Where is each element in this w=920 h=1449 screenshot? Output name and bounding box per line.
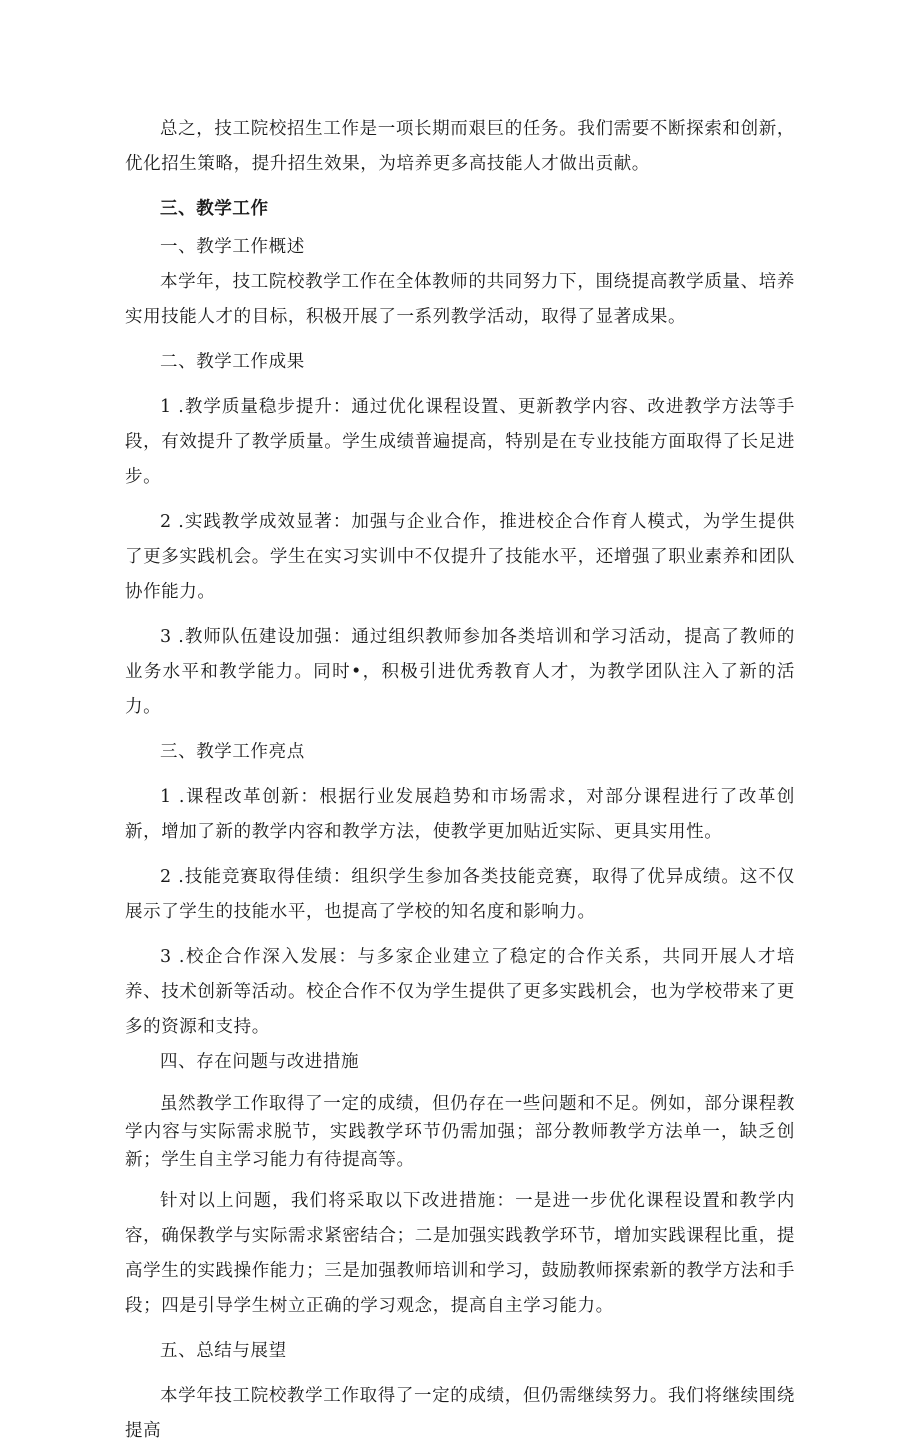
document-page bbox=[125, 112, 795, 1449]
highlight-item-1: 1 .课程改革创新：根据行业发展趋势和市场需求，对部分课程进行了改革创新，增加了新的教学内容和教学方法，使教学更加贴近实际、更具实用性。 bbox=[125, 787, 795, 842]
subheading-overview: 一、教学工作概述 bbox=[160, 237, 305, 257]
measures-paragraph: 针对以上问题，我们将采取以下改进措施：一是进一步优化课程设置和教学内容，确保教学与实际需求紧密结合；二是加强实践教学环节，增加实践课程比重，提高学生的实践操作能力；三是加强教师培训和学习，鼓励教师探索新的教学方法和手段；四是引导学生树立正确的学习观念，提高自主学习能力。 bbox=[125, 1191, 795, 1316]
subheading-results: 二、教学工作成果 bbox=[160, 352, 305, 372]
subheading-problems: 四、存在问题与改进措施 bbox=[160, 1052, 360, 1072]
summary-paragraph: 总之，技工院校招生工作是一项长期而艰巨的任务。我们需要不断探索和创新，优化招生策略，提升招生效果，为培养更多高技能人才做出贡献。 bbox=[125, 119, 795, 174]
highlight-item-3: 3 .校企合作深入发展：与多家企业建立了稳定的合作关系，共同开展人才培养、技术创新等活动。校企合作不仅为学生提供了更多实践机会，也为学校带来了更多的资源和支持。 bbox=[125, 947, 795, 1037]
outlook-paragraph: 本学年技工院校教学工作取得了一定的成绩，但仍需继续努力。我们将继续围绕提高 bbox=[125, 1386, 795, 1441]
result-item-3: 3 .教师队伍建设加强：通过组织教师参加各类培训和学习活动，提高了教师的业务水平和教学能力。同时•，积极引进优秀教育人才，为教学团队注入了新的活力。 bbox=[125, 627, 795, 717]
section-heading-teaching: 三、教学工作 bbox=[160, 199, 269, 219]
result-item-2: 2 .实践教学成效显著：加强与企业合作，推进校企合作育人模式，为学生提供了更多实践机会。学生在实习实训中不仅提升了技能水平，还增强了职业素养和团队协作能力。 bbox=[125, 512, 795, 602]
subheading-highlights: 三、教学工作亮点 bbox=[160, 742, 305, 762]
highlight-item-2: 2 .技能竞赛取得佳绩：组织学生参加各类技能竞赛，取得了优异成绩。这不仅展示了学生的技能水平，也提高了学校的知名度和影响力。 bbox=[125, 867, 795, 922]
overview-paragraph: 本学年，技工院校教学工作在全体教师的共同努力下，围绕提高教学质量、培养实用技能人才的目标，积极开展了一系列教学活动，取得了显著成果。 bbox=[125, 272, 795, 327]
subheading-outlook: 五、总结与展望 bbox=[160, 1341, 287, 1361]
problems-paragraph: 虽然教学工作取得了一定的成绩，但仍存在一些问题和不足。例如，部分课程教学内容与实际需求脱节，实践教学环节仍需加强；部分教师教学方法单一，缺乏创新；学生自主学习能力有待提高等。 bbox=[125, 1094, 795, 1170]
result-item-1: 1 .教学质量稳步提升：通过优化课程设置、更新教学内容、改进教学方法等手段，有效提升了教学质量。学生成绩普遍提高，特别是在专业技能方面取得了长足进步。 bbox=[125, 397, 795, 487]
